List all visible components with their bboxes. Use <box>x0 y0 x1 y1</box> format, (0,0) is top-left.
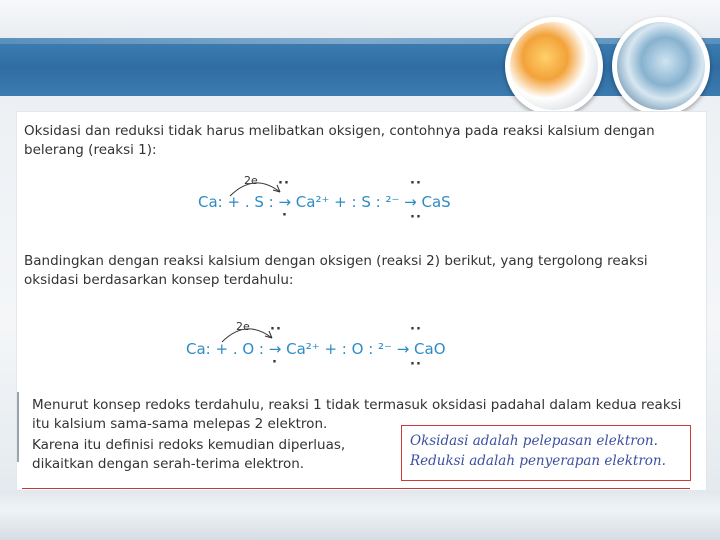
top-strip <box>0 0 720 38</box>
reduction-definition: Reduksi adalah penyerapan elektron. <box>410 453 666 469</box>
lone-pair-dots: ·· <box>410 176 422 191</box>
paragraph-compare: Bandingkan dengan reaksi kalsium dengan oksigen (reaksi 2) berikut, yang tergolong reaksi oksidasi berdasarkan konsep terdahulu: <box>24 253 648 288</box>
paragraph-intro: Oksidasi dan reduksi tidak harus melibatkan oksigen, contohnya pada reaksi kalsium dengan belerang (reaksi 1): <box>24 123 655 158</box>
divider-line <box>22 488 690 489</box>
lone-pair-dots: ·· <box>270 322 282 337</box>
electron-label-2: 2e <box>236 320 250 333</box>
lone-pair-dots: ·· <box>278 176 290 191</box>
paragraph-extended-definition: Karena itu definisi redoks kemudian diperluas, dikaitkan dengan serah-terima elektron. <box>32 437 346 472</box>
definition-box <box>401 425 691 481</box>
lone-pair-dots: · <box>282 208 288 223</box>
decorative-side-line <box>17 392 19 462</box>
paragraph-conclusion: Menurut konsep redoks terdahulu, reaksi 1 tidak termasuk oksidasi padahal dalam kedua reaksi itu kalsium sama-sama melepas 2 elektron. <box>32 397 682 432</box>
footer-shade <box>0 490 720 540</box>
reaction-equation-2: Ca: + . O : → Ca²⁺ + : O : ²⁻ → CaO <box>186 340 446 358</box>
lone-pair-dots: ·· <box>410 322 422 337</box>
lone-pair-dots: · <box>272 355 278 370</box>
doctor-image <box>612 17 710 115</box>
lone-pair-dots: ·· <box>410 357 422 372</box>
pills-image <box>505 17 603 115</box>
oxidation-definition: Oksidasi adalah pelepasan elektron. <box>410 433 658 449</box>
lone-pair-dots: ·· <box>410 210 422 225</box>
reaction-equation-1: Ca: + . S : → Ca²⁺ + : S : ²⁻ → CaS <box>198 193 451 211</box>
electron-label-1: 2e <box>244 174 258 187</box>
